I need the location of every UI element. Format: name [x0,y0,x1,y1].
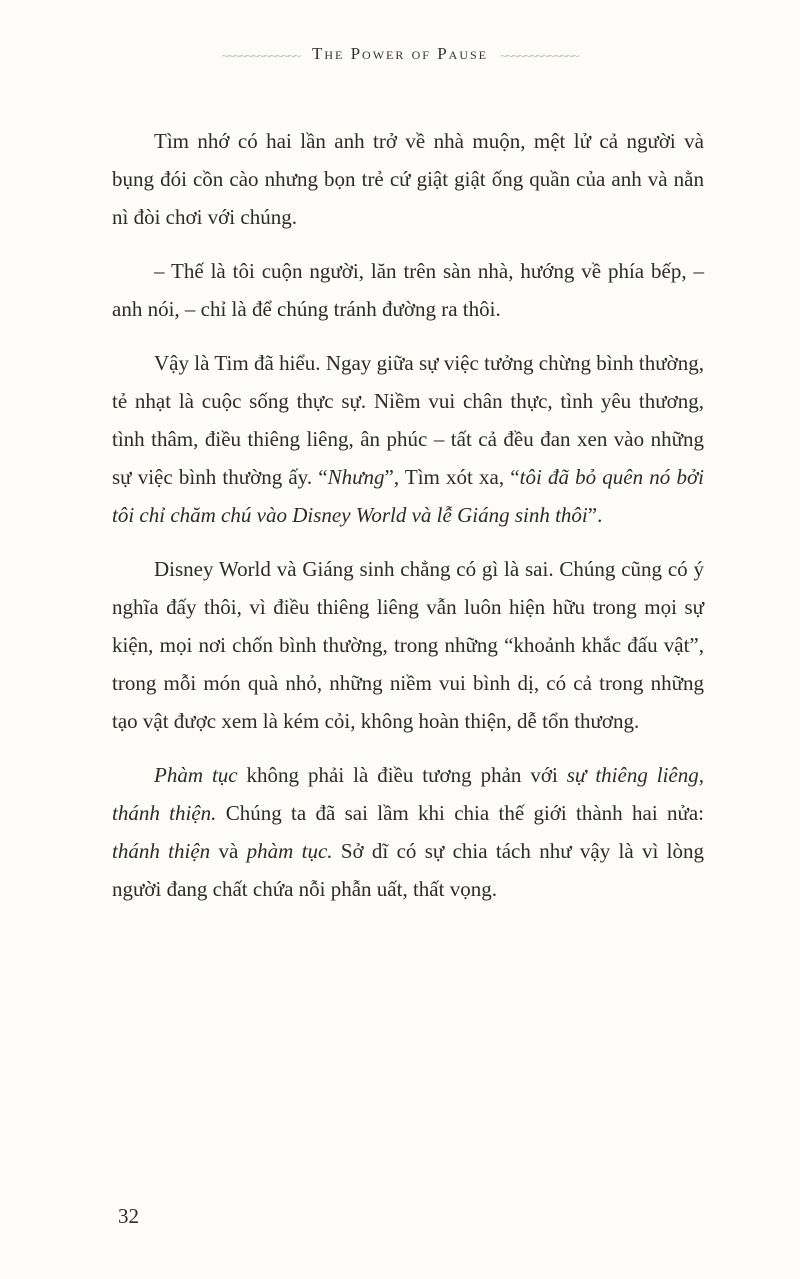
paragraph-4: Disney World và Giáng sinh chẳng có gì là sai. Chúng cũng có ý nghĩa đấy thôi, vì điều thiêng liêng vẫn luôn hiện hữu trong mọi sự kiện, mọi nơi chốn bình thường, trong những “khoảnh khắc đấu vật”, trong mỗi món quà nhỏ, những niềm vui bình dị, có cả trong những tạo vật được xem là kém cỏi, không hoàn thiện, dễ tổn thương. [112,557,704,733]
page-header [0,44,800,64]
paragraph-2: – Thế là tôi cuộn người, lăn trên sàn nhà, hướng về phía bếp, – anh nói, – chỉ là để chúng tránh đường ra thôi. [112,259,704,321]
page-number: 32 [118,1204,139,1228]
header-flourish-left: ~~~~~~~~~~~~~ [221,48,300,63]
running-title: The Power of Pause [311,44,489,63]
paragraph-3: Vậy là Tim đã hiểu. Ngay giữa sự việc tưởng chừng bình thường, tẻ nhạt là cuộc sống thực sự. Niềm vui chân thực, tình yêu thương, tình thâm, điều thiêng liêng, ân phúc – tất cả đều đan xen vào những sự việc bình thường ấy. “Nhưng”, Tìm xót xa, “tôi đã bỏ quên nó bởi tôi chỉ chăm chú vào Disney World và lễ Giáng sinh thôi”. [112,351,704,527]
page-body [112,122,704,924]
paragraph-1: Tìm nhớ có hai lần anh trở về nhà muộn, mệt lử cả người và bụng đói cồn cào nhưng bọn trẻ cứ giật giật ống quần của anh và nằn nì đòi chơi với chúng. [112,129,704,229]
paragraph-5: Phàm tục không phải là điều tương phản với sự thiêng liêng, thánh thiện. Chúng ta đã sai lầm khi chia thế giới thành hai nửa: thánh thiện và phàm tục. Sở dĩ có sự chia tách như vậy là vì lòng người đang chất chứa nỗi phẫn uất, thất vọng. [112,763,705,901]
header-flourish-right: ~~~~~~~~~~~~~ [500,48,579,63]
